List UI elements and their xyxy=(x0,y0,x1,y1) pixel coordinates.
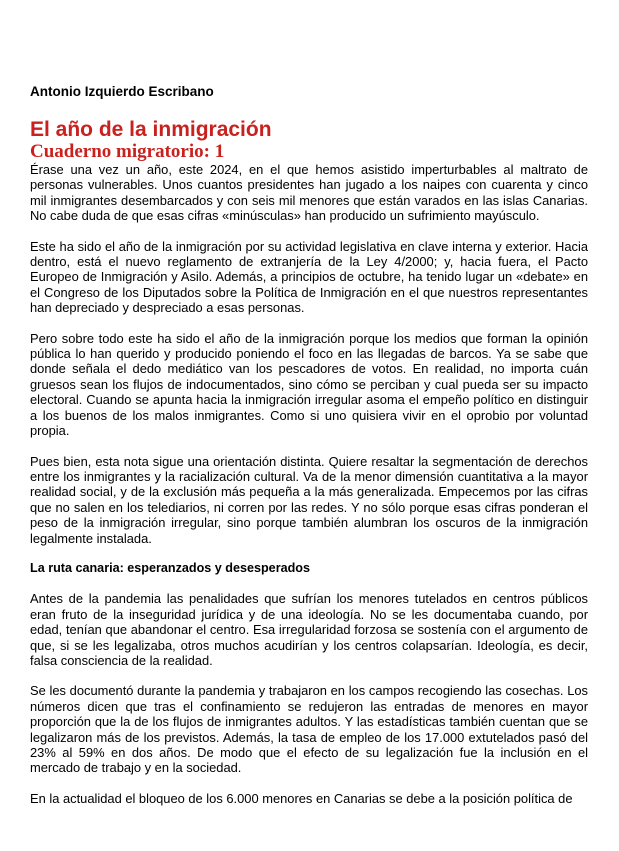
paragraph: Se les documentó durante la pandemia y trabajaron en los campos recogiendo las cosechas. Los números dicen que tras el confinamiento se redujeron las entradas de menores en mayor proporción que la de los flujos de inmigrantes adultos. Y las estadísticas también cuentan que se legalizaron más de los previstos. Además, la tasa de empleo de los 17.000 extutelados pasó del 23% al 59% en dos años. De modo que el efecto de su legalización fue la inclusión en el mercado de trabajo y en la sociedad. xyxy=(30,683,588,776)
paragraph: Este ha sido el año de la inmigración por su actividad legislativa en clave interna y exterior. Hacia dentro, está el nuevo reglamento de extranjería de la Ley 4/2000; y, hacia fuera, el Pacto Europeo de Inmigración y Asilo. Además, a principios de octubre, ha tenido lugar un «debate» en el Congreso de los Diputados sobre la Política de Inmigración en el que nuestros representantes han depreciado y despreciado a esas personas. xyxy=(30,238,588,316)
paragraph: Pero sobre todo este ha sido el año de la inmigración porque los medios que forman la opinión pública lo han querido y producido poniendo el foco en las llegadas de barcos. Ya se sabe que donde señala el dedo mediático van los pescadores de votos. En realidad, no importa cuán gruesos sean los flujos de indocumentados, sino cómo se perciban y cual pueda ser su impacto electoral. Cuando se apunta hacia la inmigración irregular asoma el empeño político en distinguir a los buenos de los malos inmigrantes. Como si uno quisiera vivir en el oprobio por voluntad propia. xyxy=(30,330,588,439)
paragraph: Pues bien, esta nota sigue una orientación distinta. Quiere resaltar la segmentación de derechos entre los inmigrantes y la racialización cultural. Va de la menor dimensión cuantitativa a la mayor realidad social, y de la exclusión más pequeña a la más generalizada. Empecemos por las cifras que no salen en los telediarios, ni corren por las redes. Y no sólo porque esas cifras ponderan el peso de la inmigración irregular, sino porque también alumbran los oscuros de la inmigración legalmente instalada. xyxy=(30,453,588,546)
paragraph: Érase una vez un año, este 2024, en el que hemos asistido imperturbables al maltrato de personas vulnerables. Unos cuantos presidentes han jugado a los naipes con cuarenta y cinco mil inmigrantes desembarcados y con seis mil menores que están varados en las islas Canarias. No cabe duda de que esas cifras «minúsculas» han producido un sufrimiento mayúsculo. xyxy=(30,162,588,224)
document-page xyxy=(30,84,588,821)
author-name: Antonio Izquierdo Escribano xyxy=(30,84,214,99)
section-heading: La ruta canaria: esperanzados y desesperados xyxy=(30,560,310,575)
paragraph: Antes de la pandemia las penalidades que sufrían los menores tutelados en centros públicos eran fruto de la inseguridad jurídica y de una ideología. No se les documentaba cuando, por edad, tenían que abandonar el centro. Esa irregularidad forzosa se sostenía con el argumento de que, si se les legalizaba, otros muchos acudirían y los centros colapsarían. Ideología, es decir, falsa consciencia de la realidad. xyxy=(30,591,588,668)
paragraph: En la actualidad el bloqueo de los 6.000 menores en Canarias se debe a la posición política de xyxy=(30,790,573,806)
article-subtitle: Cuaderno migratorio: 1 xyxy=(30,141,225,162)
article-title: El año de la inmigración xyxy=(30,118,272,141)
